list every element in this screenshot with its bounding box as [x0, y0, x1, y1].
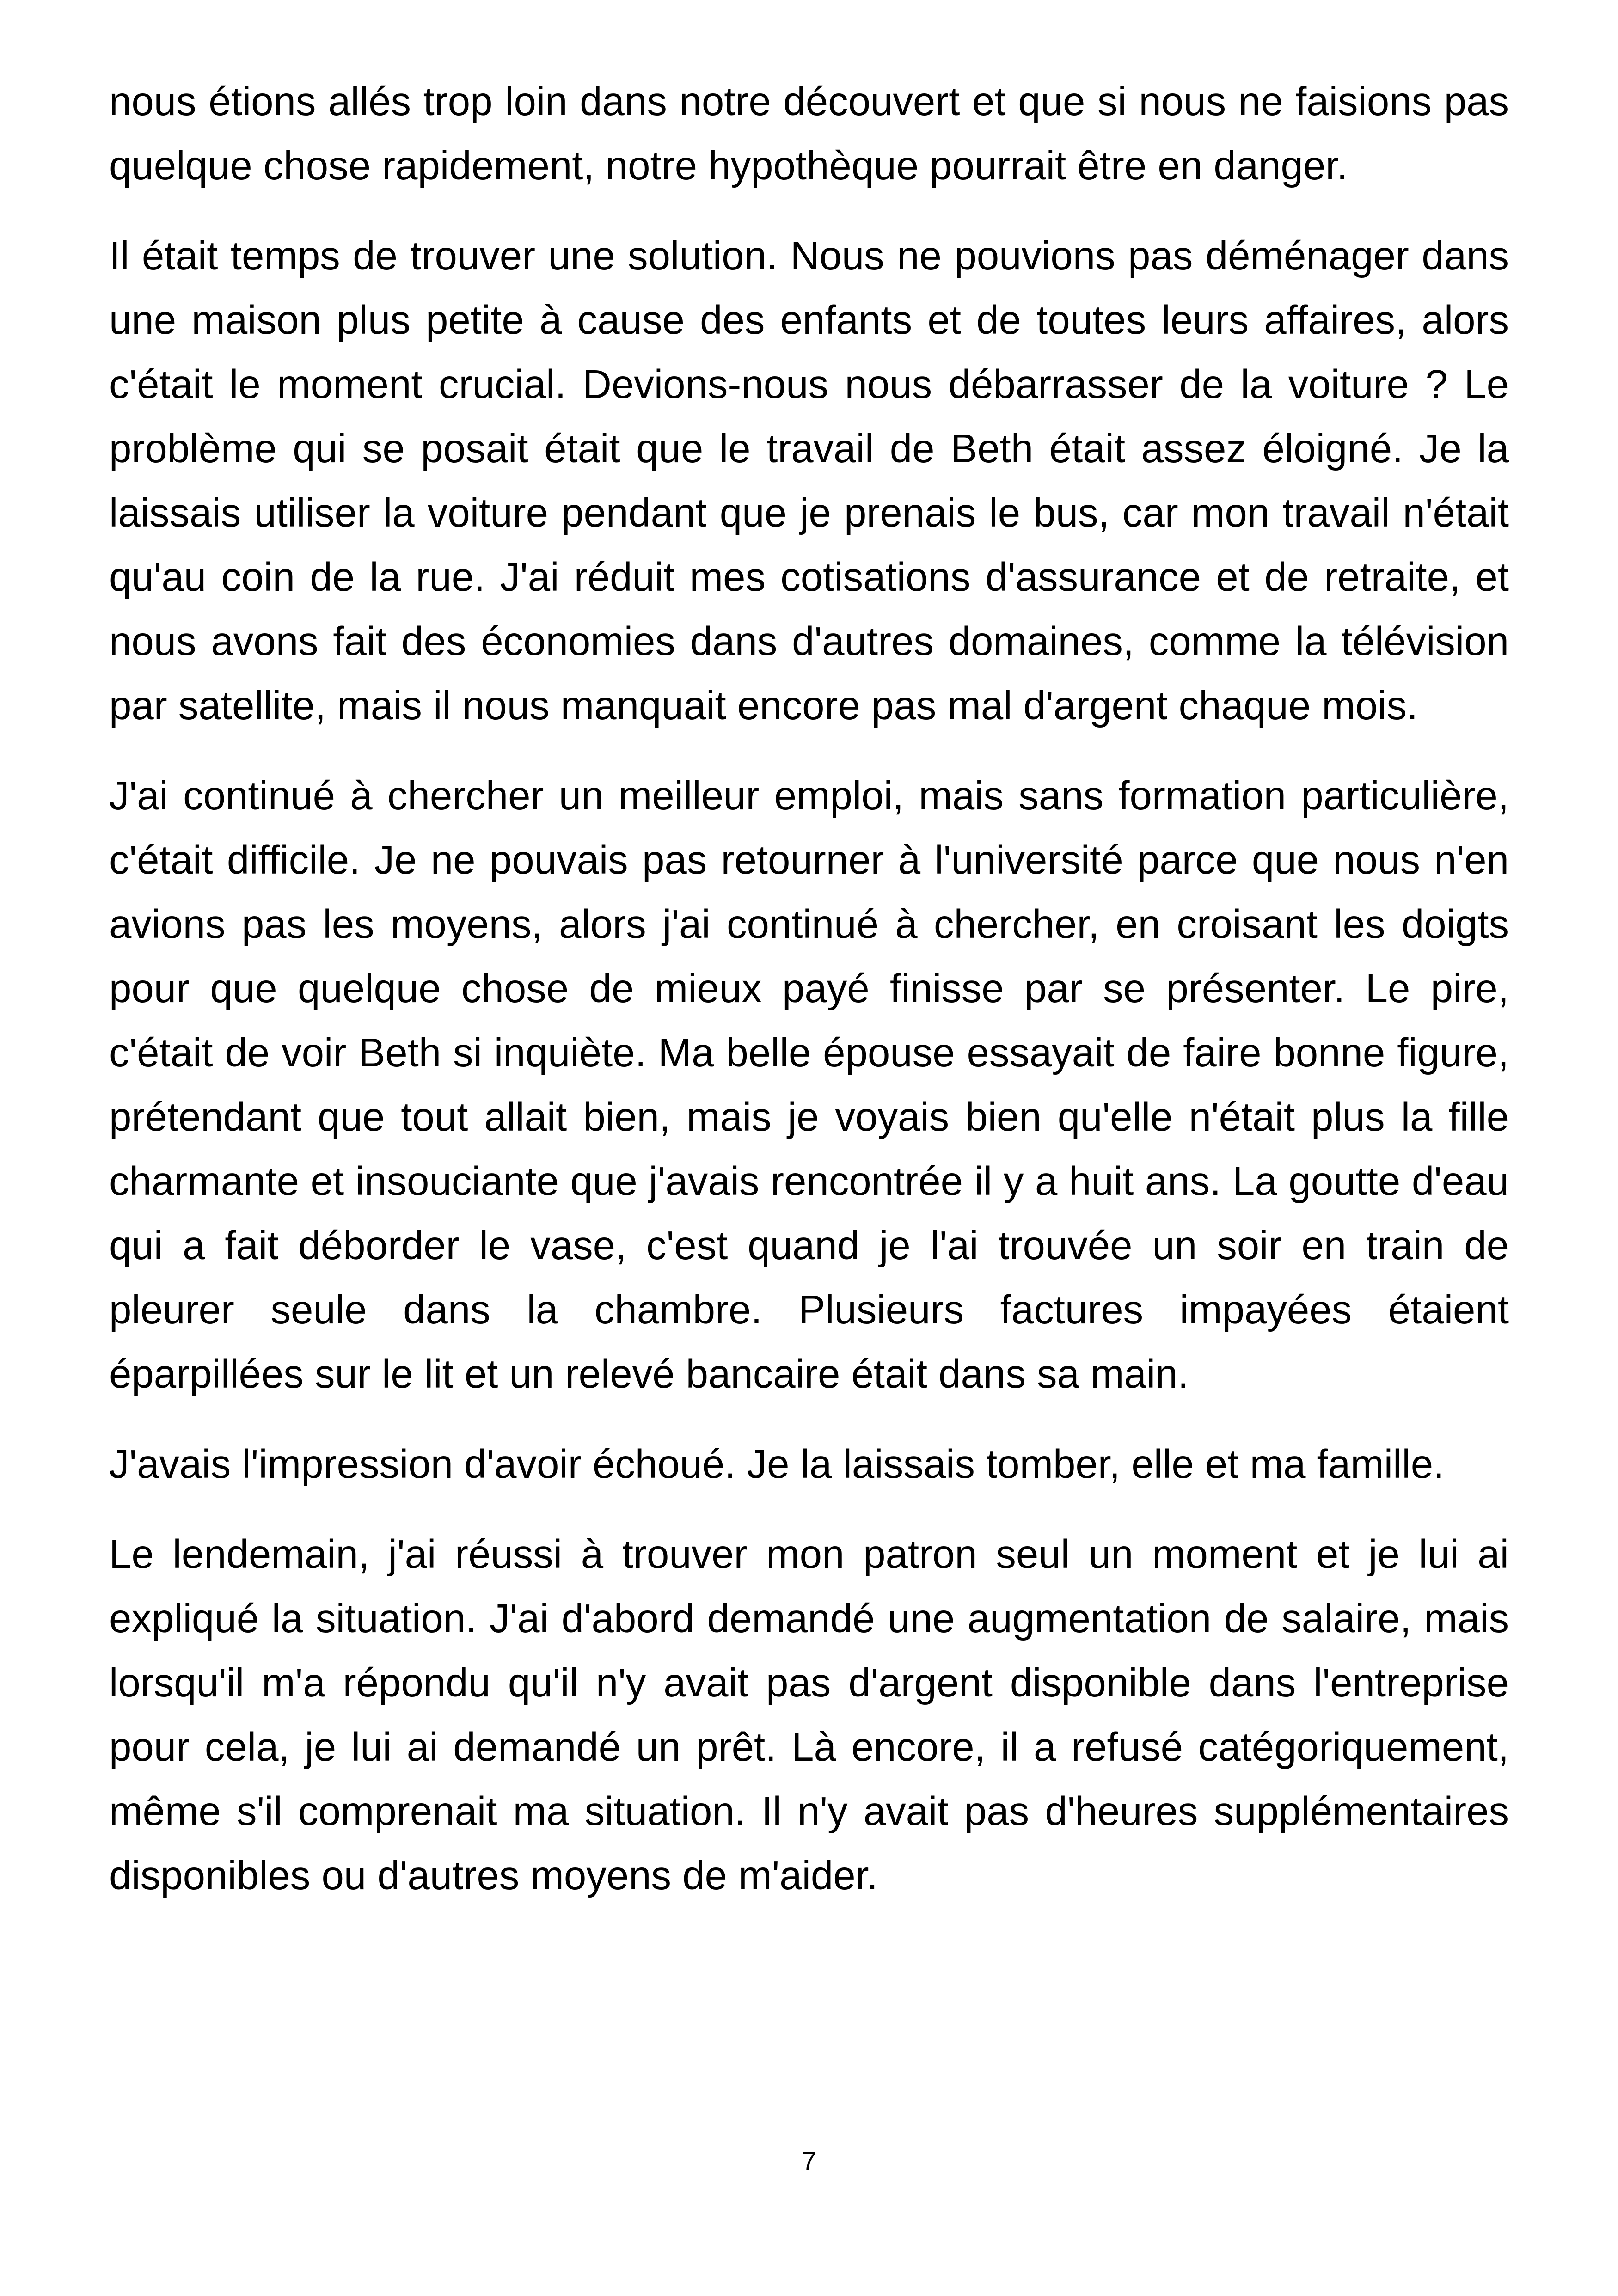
- paragraph-4: J'avais l'impression d'avoir échoué. Je la laissais tomber, elle et ma famille.: [109, 1442, 1445, 1487]
- body-text: [109, 69, 1509, 1908]
- paragraph-3: J'ai continué à chercher un meilleur emploi, mais sans formation particulière, c'était difficile. Je ne pouvais pas retourner à l'université parce que nous n'en avions pas les moyens, alors j'ai continué à chercher, en croisant les doigts pour que quelque chose de mieux payé finisse par se présenter. Le pire, c'était de voir Beth si inquiète. Ma belle épouse essayait de faire bonne figure, prétendant que tout allait bien, mais je voyais bien qu'elle n'était plus la fille charmante et insouciante que j'avais rencontrée il y a huit ans. La goutte d'eau qui a fait déborder le vase, c'est quand je l'ai trouvée un soir en train de pleurer seule dans la chambre. Plusieurs factures impayées étaient éparpillées sur le lit et un relevé bancaire était dans sa main.: [109, 773, 1509, 1396]
- paragraph-5: Le lendemain, j'ai réussi à trouver mon patron seul un moment et je lui ai expliqué la situation. J'ai d'abord demandé une augmentation de salaire, mais lorsqu'il m'a répondu qu'il n'y avait pas d'argent disponible dans l'entreprise pour cela, je lui ai demandé un prêt. Là encore, il a refusé catégoriquement, même s'il comprenait ma situation. Il n'y avait pas d'heures supplémentaires disponibles ou d'autres moyens de m'aider.: [109, 1532, 1509, 1898]
- paragraph-1: nous étions allés trop loin dans notre découvert et que si nous ne faisions pas quelque chose rapidement, notre hypothèque pourrait être en danger.: [109, 79, 1509, 188]
- paragraph-2: Il était temps de trouver une solution. Nous ne pouvions pas déménager dans une maison plus petite à cause des enfants et de toutes leurs affaires, alors c'était le moment crucial. Devions-nous nous débarrasser de la voiture ? Le problème qui se posait était que le travail de Beth était assez éloigné. Je la laissais utiliser la voiture pendant que je prenais le bus, car mon travail n'était qu'au coin de la rue. J'ai réduit mes cotisations d'assurance et de retraite, et nous avons fait des économies dans d'autres domaines, comme la télévision par satellite, mais il nous manquait encore pas mal d'argent chaque mois.: [109, 233, 1509, 728]
- page-number: 7: [802, 2146, 816, 2175]
